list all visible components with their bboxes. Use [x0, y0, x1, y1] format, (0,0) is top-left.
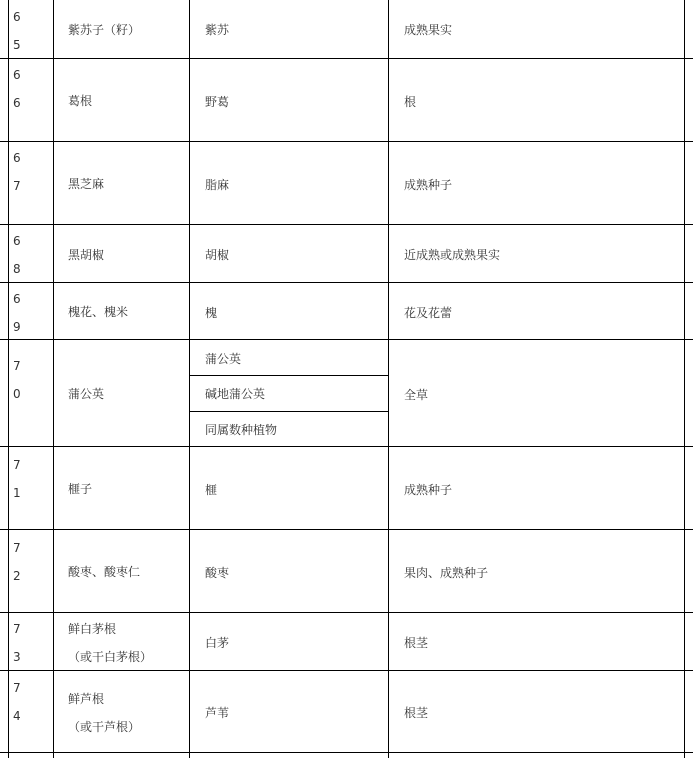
- plant-subcell: [190, 375, 388, 411]
- plant-name: 紫苏: [205, 23, 230, 37]
- plant-part: 成熟果实: [404, 23, 453, 37]
- plant-part: 根茎: [404, 706, 429, 720]
- table-row: [0, 224, 693, 283]
- plant-name: 榧: [205, 482, 218, 497]
- plant-part: 成熟种子: [404, 482, 453, 497]
- row-number: 6 5: [13, 10, 21, 52]
- table-row: [0, 752, 693, 758]
- plant-part: 成熟种子: [404, 177, 453, 192]
- plant-part: 根茎: [404, 636, 429, 650]
- table-row: [0, 58, 693, 142]
- plant-name: 芦苇: [205, 706, 230, 720]
- row-number: 6 8: [13, 234, 21, 276]
- row-number: 7 1: [13, 458, 21, 500]
- table-row: [0, 670, 693, 753]
- plant-name: 同属数种植物: [205, 423, 278, 437]
- row-number: 7 4: [13, 681, 21, 723]
- plant-part: 全草: [404, 387, 429, 402]
- plant-name: 槐: [205, 305, 218, 320]
- plant-name: 胡椒: [205, 248, 230, 262]
- row-number: 6 6: [13, 68, 21, 110]
- plant-name: 蒲公英: [205, 351, 242, 366]
- herb-name: 榧子: [68, 482, 93, 496]
- table-row: [0, 141, 693, 225]
- plant-name: 酸枣: [205, 565, 230, 580]
- table-row: [0, 446, 693, 530]
- plant-name: 脂麻: [205, 177, 230, 192]
- table-row: [0, 339, 693, 447]
- row-number: 7 3: [13, 622, 21, 664]
- plant-part: 果肉、成熟种子: [404, 565, 489, 580]
- row-number: 6 7: [13, 151, 21, 193]
- herb-name: 蒲公英: [68, 387, 105, 401]
- plant-subcell: [190, 411, 388, 447]
- herb-name: 鲜白茅根 （或干白茅根）: [68, 622, 153, 664]
- table-row: [0, 612, 693, 671]
- table-row: [0, 0, 693, 59]
- plant-part: 近成熟或成熟果实: [404, 248, 501, 262]
- herb-name: 紫苏子（籽）: [68, 22, 141, 37]
- herb-name: 鲜芦根 （或干芦根）: [68, 691, 141, 734]
- plant-part: 根: [404, 94, 417, 109]
- table-row: [0, 529, 693, 613]
- herb-name: 黑芝麻: [68, 177, 105, 191]
- herb-name: 葛根: [68, 94, 93, 108]
- row-number: 6 9: [13, 291, 21, 334]
- plant-name: 野葛: [205, 94, 230, 109]
- plant-name: 白茅: [205, 636, 230, 650]
- herb-name: 黑胡椒: [68, 247, 105, 262]
- herb-name: 酸枣、酸枣仁: [68, 565, 141, 579]
- herb-name: 槐花、槐米: [68, 305, 129, 319]
- row-number: 7 0: [13, 359, 21, 401]
- plant-name: 碱地蒲公英: [205, 387, 266, 401]
- row-number: 7 2: [13, 541, 21, 583]
- table-row: [0, 282, 693, 340]
- plant-subcell: [190, 340, 388, 376]
- plant-part: 花及花蕾: [404, 305, 453, 320]
